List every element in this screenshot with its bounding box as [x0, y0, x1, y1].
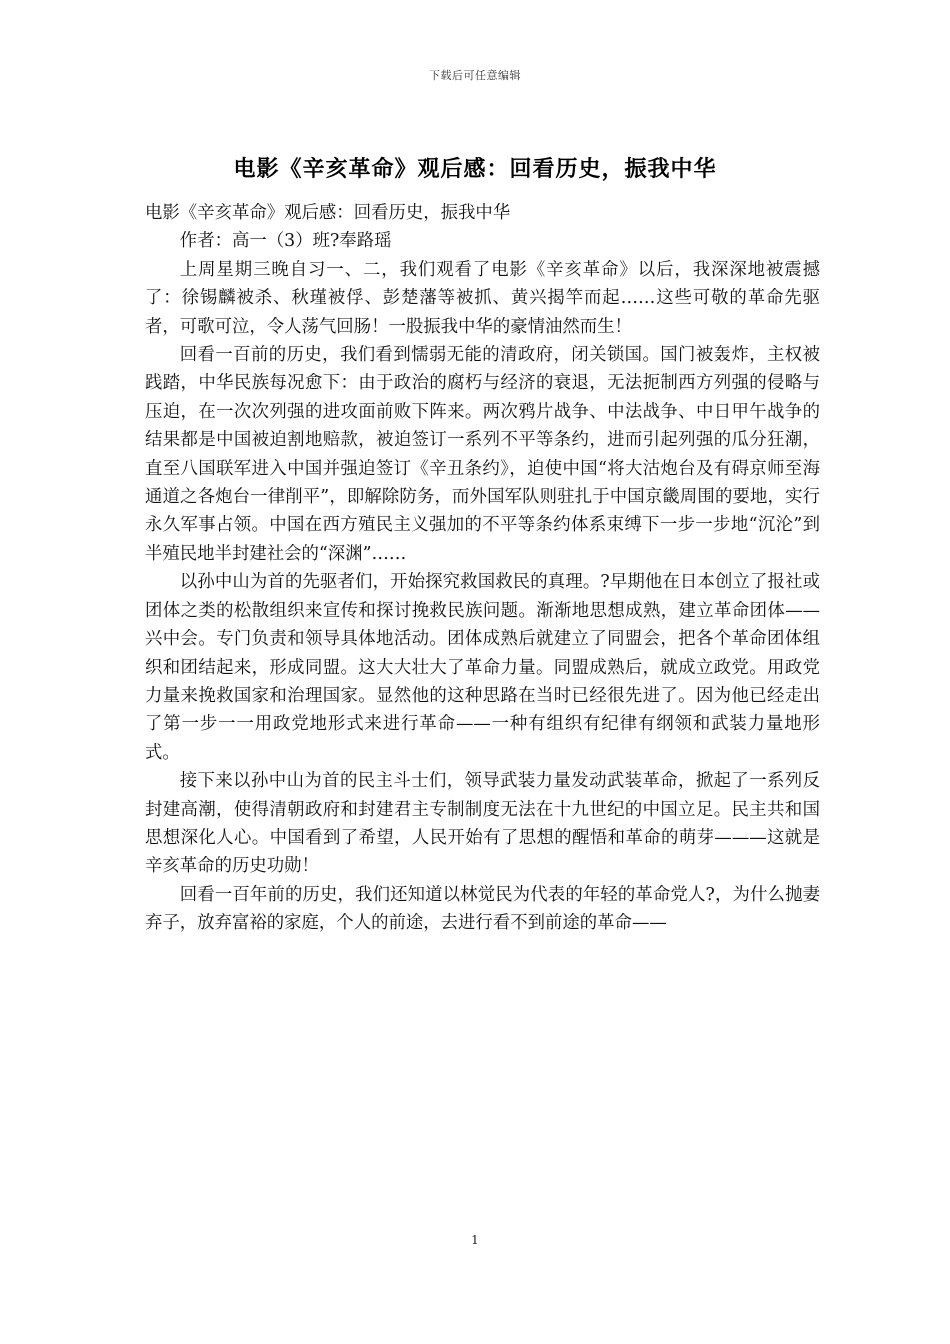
subtitle-paragraph: 电影《辛亥革命》观后感：回看历史，振我中华 — [145, 203, 511, 223]
header-note: 下载后可任意编辑 — [429, 69, 521, 82]
document-title: 电影《辛亥革命》观后感：回看历史，振我中华 — [233, 156, 717, 182]
document-body — [145, 199, 820, 938]
page-number: 1 — [471, 1233, 479, 1247]
body-paragraph: 接下来以孙中山为首的民主斗士们，领导武装力量发动武装革命，掀起了一系列反封建高潮，使得清朝政府和封建君主专制制度无法在十九世纪的中国立足。民主共和国思想深化人心。中国看到了希望，人民开始有了思想的醒悟和革命的萌芽———这就是辛亥革命的历史功勋！ — [145, 771, 820, 877]
body-paragraph: 以孙中山为首的先驱者们，开始探究救国救民的真理。?早期他在日本创立了报社或团体之类的松散组织来宣传和探讨挽救民族问题。渐渐地思想成熟，建立革命团体——兴中会。专门负责和领导具体地活动。团体成熟后就建立了同盟会，把各个革命团体组织和团结起来，形成同盟。这大大壮大了革命力量。同盟成熟后，就成立政党。用政党力量来挽救国家和治理国家。显然他的这种思路在当时已经很先进了。因为他已经走出了第一步一一用政党地形式来进行革命——一种有组织有纪律有纲领和武装力量地形式。 — [145, 572, 820, 763]
body-paragraph: 回看一百年前的历史，我们还知道以林觉民为代表的年轻的革命党人?，为什么抛妻弃子，放弃富裕的家庭，个人的前途，去进行看不到前途的革命—— — [145, 884, 820, 934]
author-paragraph: 作者：高一（3）班?奉路瑶 — [179, 231, 392, 252]
body-paragraph: 上周星期三晚自习一、二，我们观看了电影《辛亥革命》以后，我深深地被震撼了：徐锡麟被杀、秋瑾被俘、彭楚藩等被抓、黄兴揭竿而起……这些可敬的革命先驱者，可歌可泣，令人荡气回肠！一股振我中华的豪情油然而生！ — [145, 259, 820, 337]
body-paragraph: 回看一百前的历史，我们看到懦弱无能的清政府，闭关锁国。国门被轰炸，主权被践踏，中华民族每况愈下：由于政治的腐朽与经济的衰退，无法扼制西方列强的侵略与压迫，在一次次列强的进攻面前败下阵来。两次鸦片战争、中法战争、中日甲午战争的结果都是中国被迫割地赔款，被迫签订一系列不平等条约，进而引起列强的瓜分狂潮，直至八国联军进入中国并强迫签订《辛丑条约》，迫使中国“将大沽炮台及有碍京师至海通道之各炮台一律削平”，即解除防务，而外国军队则驻扎于中国京畿周围的要地，实行永久军事占领。中国在西方殖民主义强加的不平等条约体系束缚下一步一步地“沉沦”到半殖民地半封建社会的“深渊”…… — [145, 345, 820, 564]
